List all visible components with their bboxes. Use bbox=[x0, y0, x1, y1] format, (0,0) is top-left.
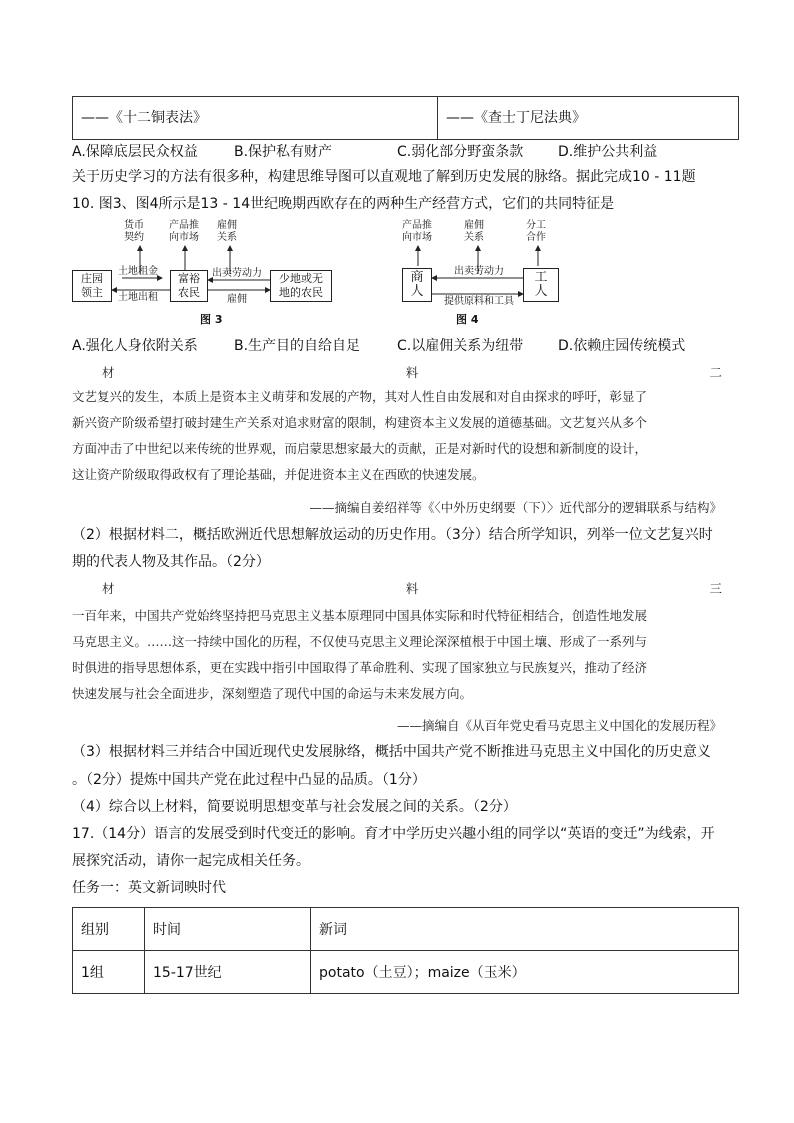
material-3-line: 一百年来，中国共产党始终坚持把马克思主义基本原理同中国具体实际和时代特征相结合，创造性地发展 bbox=[72, 608, 648, 623]
q10-stem: 10. 图3、图4所示是13 - 14世纪晚期西欧存在的两种生产经营方式，它们的共同特征是 bbox=[72, 196, 615, 212]
q10-option-a: A.强化人身依附关系 bbox=[72, 338, 198, 354]
label-employment-4: 雇佣 关系 bbox=[464, 220, 484, 243]
header-group: 组别 bbox=[73, 908, 145, 951]
lord-box: 庄园 领主 bbox=[72, 270, 112, 302]
cell-new-word: potato（土豆）；maize（玉米） bbox=[311, 951, 739, 994]
cell-group: 1组 bbox=[73, 951, 145, 994]
material-2-line: 方面冲击了中世纪以来传统的世界观，而启蒙思想家最大的贡献，正是对新时代的设想和新制度的设计， bbox=[72, 441, 648, 456]
law-cell-left: ——《十二铜表法》 bbox=[73, 97, 438, 140]
question-17-line-2: 展探究活动，请你一起完成相关任务。 bbox=[72, 853, 310, 869]
intro-line: 关于历史学习的方法有很多种，构建思维导图可以直观地了解到历史发展的脉络。据此完成10 - 11题 bbox=[72, 169, 696, 185]
question-4: （4）综合以上材料，简要说明思想变革与社会发展之间的关系。（2分） bbox=[72, 799, 517, 815]
material-2-heading bbox=[72, 360, 722, 386]
label-employment: 雇佣 关系 bbox=[217, 220, 237, 243]
figure-3-caption: 图 3 bbox=[200, 313, 223, 326]
question-2-line-2: 期的代表人物及其作品。（2分） bbox=[72, 554, 270, 570]
material-2-line: 这让资产阶级取得政权有了理论基础，并促进资本主义在西欧的快速发展。 bbox=[72, 467, 485, 482]
question-3-line-2: 。（2分）提炼中国共产党在此过程中凸显的品质。（1分） bbox=[72, 772, 426, 788]
poor-farmer-box: 少地或无 地的农民 bbox=[270, 270, 332, 302]
question-2-line-1: （2）根据材料二，概括欧洲近代思想解放运动的历史作用。（3分）结合所学知识，列举一位文艺复兴时 bbox=[72, 527, 713, 543]
law-table bbox=[72, 96, 739, 140]
worker-box: 工 人 bbox=[523, 268, 559, 302]
material-3-body bbox=[72, 603, 722, 707]
word-table bbox=[72, 907, 739, 994]
material-3-line: 时俱进的指导思想体系，更在实践中指引中国取得了革命胜利、实现了国家独立与民族复兴，推动了经济 bbox=[72, 660, 648, 675]
cell-time: 15-17世纪 bbox=[145, 951, 311, 994]
material-2-source: ——摘编自姜绍祥等《〈中外历史纲要（下）〉近代部分的逻辑联系与结构》 bbox=[309, 500, 722, 515]
material-3-heading bbox=[72, 576, 722, 602]
material-2-line: 新兴资产阶级希望打破封建生产关系对追求财富的限制，构建资本主义发展的道德基础。文艺复兴从多个 bbox=[72, 415, 648, 430]
material-2-heading-mid: 料 bbox=[405, 365, 419, 380]
material-3-heading-right: 三 bbox=[709, 581, 722, 596]
label-market-4: 产品推 向市场 bbox=[402, 220, 432, 243]
q9-option-a: A.保障底层民众权益 bbox=[72, 144, 198, 160]
table-row bbox=[73, 951, 739, 994]
q10-option-b: B.生产目的自给自足 bbox=[234, 338, 361, 354]
rich-farmer-box: 富裕 农民 bbox=[170, 270, 208, 302]
question-17-line-1: 17.（14分）语言的发展受到时代变迁的影响。育才中学历史兴趣小组的同学以“英语的变迁”为线索，开 bbox=[72, 826, 715, 842]
law-cell-right: ——《查士丁尼法典》 bbox=[438, 97, 739, 140]
table-header-row bbox=[73, 908, 739, 951]
merchant-box: 商 人 bbox=[402, 268, 432, 302]
figure-3 bbox=[72, 218, 342, 330]
q9-option-d: D.维护公共利益 bbox=[558, 144, 658, 160]
q10-option-c: C.以雇佣关系为纽带 bbox=[397, 338, 524, 354]
label-sell-labor: 出卖劳动力 bbox=[212, 268, 262, 279]
question-3-line-1: （3）根据材料三并结合中国近现代史发展脉络，概括中国共产党不断推进马克思主义中国化的历史意义 bbox=[72, 744, 711, 760]
label-market: 产品推 向市场 bbox=[169, 220, 199, 243]
label-hire: 雇佣 bbox=[227, 294, 247, 305]
figure-4 bbox=[398, 218, 568, 330]
material-3-source: ——摘编自《从百年党史看马克思主义中国化的发展历程》 bbox=[396, 718, 722, 733]
header-new-word: 新词 bbox=[311, 908, 739, 951]
figure-4-caption: 图 4 bbox=[456, 313, 479, 326]
label-supply-4: 提供原料和工具 bbox=[444, 296, 514, 307]
label-land-rent: 土地租金 bbox=[118, 266, 158, 277]
material-3-line: 马克思主义。……这一持续中国化的历程，不仅使马克思主义理论深深植根于中国土壤、形成了一系列与 bbox=[72, 634, 648, 649]
material-2-heading-right: 二 bbox=[709, 365, 722, 380]
label-land-lease: 土地出租 bbox=[118, 292, 158, 303]
q9-option-c: C.弱化部分野蛮条款 bbox=[397, 144, 524, 160]
material-3-line: 快速发展与社会全面进步，深刻塑造了现代中国的命运与未来发展方向。 bbox=[72, 686, 473, 701]
label-money-contract: 货币 契约 bbox=[124, 220, 144, 243]
material-3-heading-left: 材 bbox=[102, 581, 115, 596]
material-3-heading-mid: 料 bbox=[405, 581, 419, 596]
label-sell-labor-4: 出卖劳动力 bbox=[454, 266, 504, 277]
material-2-heading-left: 材 bbox=[102, 365, 115, 380]
task-1-heading: 任务一：英文新词映时代 bbox=[72, 880, 226, 896]
material-2-body bbox=[72, 384, 722, 488]
q9-option-b: B.保护私有财产 bbox=[234, 144, 333, 160]
label-division-4: 分工 合作 bbox=[526, 220, 546, 243]
header-time: 时间 bbox=[145, 908, 311, 951]
q10-option-d: D.依赖庄园传统模式 bbox=[558, 338, 686, 354]
material-2-line: 文艺复兴的发生，本质上是资本主义萌芽和发展的产物，其对人性自由发展和对自由探求的呼吁，彰显了 bbox=[72, 389, 648, 404]
